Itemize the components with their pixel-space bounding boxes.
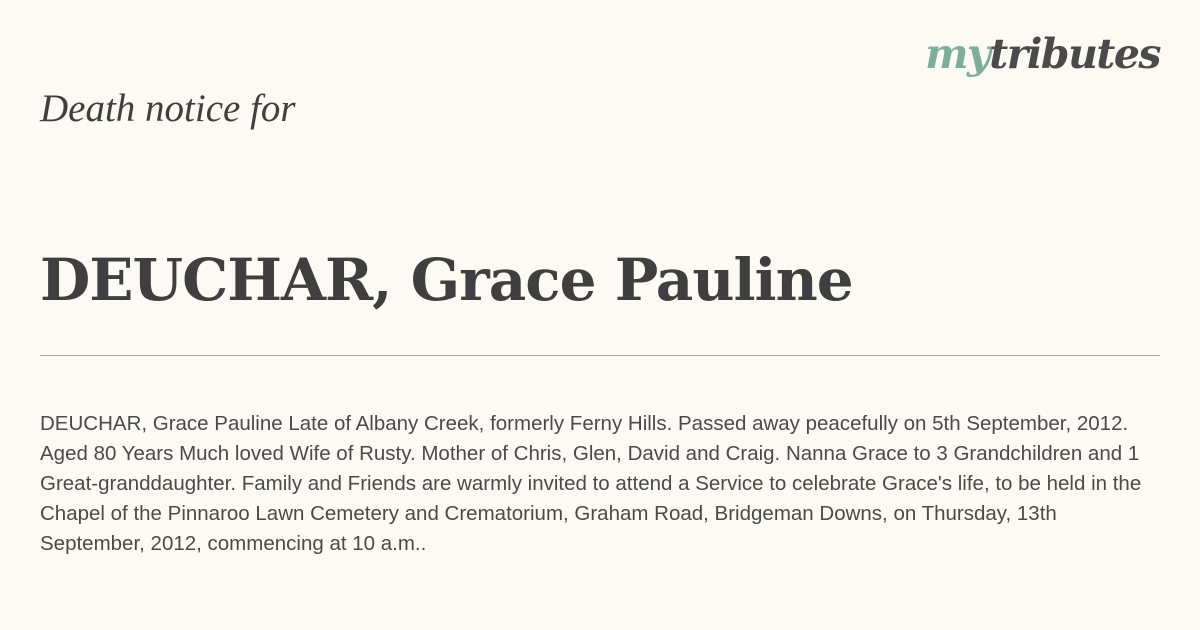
notice-body: DEUCHAR, Grace Pauline Late of Albany Creek, formerly Ferny Hills. Passed away peacefully on 5th September, 2012. Aged 80 Years Much loved Wife of Rusty. Mother of Chris, Glen, David and Craig. Nanna Grace to 3 Grandchildren and 1 Great-granddaughter. Family and Friends are warmly invited to attend a Service to celebrate Grace's life, to be held in the Chapel of the Pinnaroo Lawn Cemetery and Crematorium, Graham Road, Bridgeman Downs, on Thursday, 13th September, 2012, commencing at 10 a.m..	[40, 411, 1142, 555]
notice-intro: Death notice for	[40, 87, 296, 130]
divider	[40, 355, 1160, 356]
logo-my-text: my	[925, 30, 990, 78]
deceased-name: DEUCHAR, Grace Pauline	[40, 245, 853, 314]
mytributes-logo	[925, 30, 1160, 78]
logo-tributes-text: tributes	[989, 30, 1160, 78]
